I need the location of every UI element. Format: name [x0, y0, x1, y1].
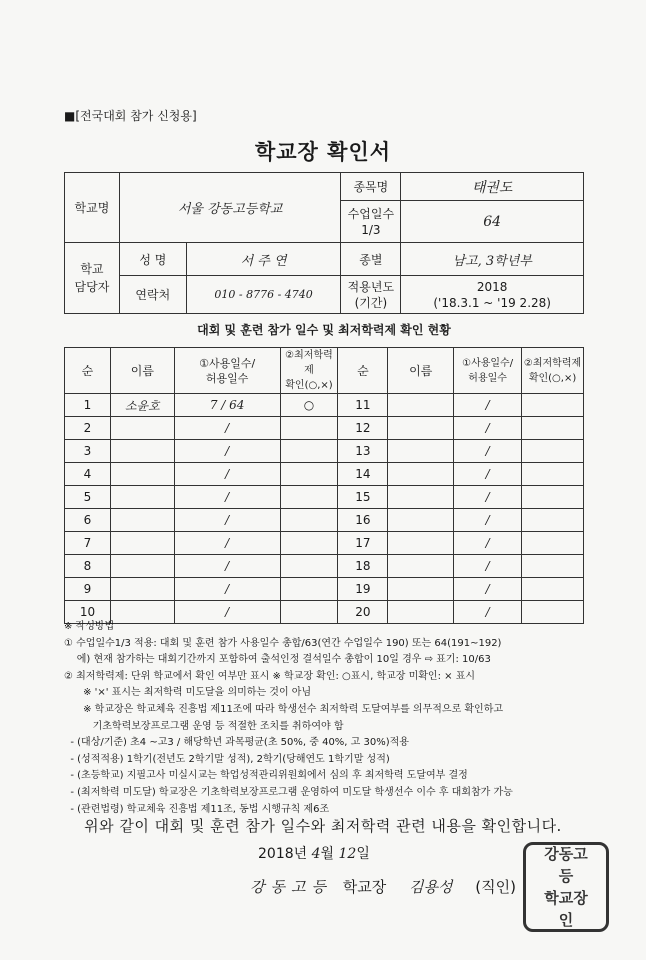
- row-name: [110, 463, 174, 486]
- days-label: 수업일수 1/3: [341, 201, 401, 243]
- row-name-2: [388, 486, 454, 509]
- sport-value: 태권도: [401, 173, 584, 201]
- row-no-2: 11: [338, 394, 388, 417]
- confirmation-text: 위와 같이 대회 및 훈련 참가 일수와 최저학력 관련 내용을 확인합니다.: [84, 817, 562, 835]
- row-name: 소윤호: [110, 394, 174, 417]
- instruction-line: 에) 현재 참가하는 대회기간까지 포함하여 출석인정 결석일수 총합이 10일 경우 ⇨ 표기: 10/63: [64, 654, 491, 666]
- period-value: 2018 ('18.3.1 ~ '19 2.28): [401, 276, 584, 314]
- row-no-2: 18: [338, 555, 388, 578]
- row-days-2: /: [454, 486, 522, 509]
- instructions: [64, 619, 624, 818]
- row-check: [280, 440, 338, 463]
- row-check-2: [522, 417, 584, 440]
- instruction-line: 기초학력보장프로그램 운영 등 적절한 조치를 취하여야 함: [64, 720, 344, 732]
- row-days: /: [174, 417, 280, 440]
- row-days-2: /: [454, 578, 522, 601]
- row-check-2: [522, 578, 584, 601]
- row-no: 2: [65, 417, 111, 440]
- school-seal-stamp: 강동고등 학교장인: [523, 842, 609, 932]
- table-row: [65, 509, 584, 532]
- row-days: /: [174, 601, 280, 624]
- header-no-2: 순: [338, 348, 388, 394]
- staff-label: 학교 담당자: [65, 243, 120, 314]
- row-no-2: 13: [338, 440, 388, 463]
- instruction-line: - (최저학력 미도달) 학교장은 기초학력보장프로그램 운영하여 미도달 학생선수 이수 후 대회참가 가능: [64, 786, 513, 798]
- row-days-2: /: [454, 601, 522, 624]
- contact-label: 연락처: [119, 276, 186, 314]
- row-name-2: [388, 440, 454, 463]
- row-name-2: [388, 578, 454, 601]
- row-check: [280, 417, 338, 440]
- row-name: [110, 532, 174, 555]
- row-days-2: /: [454, 440, 522, 463]
- signature-name: 김용성: [409, 878, 453, 896]
- row-name-2: [388, 555, 454, 578]
- row-no: 8: [65, 555, 111, 578]
- row-no-2: 16: [338, 509, 388, 532]
- date-day: 12: [338, 846, 357, 862]
- row-check-2: [522, 555, 584, 578]
- row-days: /: [174, 486, 280, 509]
- row-no: 7: [65, 532, 111, 555]
- row-check-2: [522, 509, 584, 532]
- row-days: /: [174, 440, 280, 463]
- form-tag: ■[전국대회 참가 신청용]: [64, 109, 197, 123]
- instruction-line: - (초등학교) 지필고사 미실시교는 학업성적관리위원회에서 심의 후 최저학력 도달여부 결정: [64, 770, 468, 782]
- table-row: [65, 463, 584, 486]
- signature-line: [250, 876, 516, 897]
- header-days-2: ①사용일수/ 허용일수: [454, 348, 522, 394]
- row-no-2: 17: [338, 532, 388, 555]
- row-no: 3: [65, 440, 111, 463]
- row-name-2: [388, 532, 454, 555]
- row-name-2: [388, 509, 454, 532]
- table-row: [65, 578, 584, 601]
- header-name-2: 이름: [388, 348, 454, 394]
- instruction-line: ① 수업일수1/3 적용: 대회 및 훈련 참가 사용일수 총합/63(연간 수업일수 190) 또는 64(191~192): [64, 637, 502, 649]
- row-days: /: [174, 463, 280, 486]
- row-days-2: /: [454, 417, 522, 440]
- instruction-line: ② 최저학력제: 단위 학교에서 확인 여부만 표시 ※ 학교장 확인: ○표시, 학교장 미확인: × 표시: [64, 670, 476, 682]
- row-check: [280, 486, 338, 509]
- header-name: 이름: [110, 348, 174, 394]
- row-name: [110, 417, 174, 440]
- row-name-2: [388, 394, 454, 417]
- instruction-line: ※ 작성방법: [64, 621, 115, 632]
- instruction-line: - (관련법령) 학교체육 진흥법 제11조, 동법 시행규칙 제6조: [64, 803, 330, 815]
- row-check: [280, 555, 338, 578]
- row-days: /: [174, 532, 280, 555]
- row-days-2: /: [454, 532, 522, 555]
- instruction-line: - (대상/기준) 초4 ~고3 / 해당학년 과목평균(초 50%, 중 40%, 고 30%)적용: [64, 737, 409, 749]
- name-label: 성 명: [119, 243, 186, 276]
- row-no-2: 19: [338, 578, 388, 601]
- row-no-2: 14: [338, 463, 388, 486]
- row-no: 5: [65, 486, 111, 509]
- document-title: 학교장 확인서: [254, 140, 392, 164]
- row-no: 4: [65, 463, 111, 486]
- gender-label: 종별: [341, 243, 401, 276]
- school-value: 서울 강동고등학교: [119, 173, 341, 243]
- row-check: [280, 463, 338, 486]
- row-check-2: [522, 463, 584, 486]
- row-days: /: [174, 578, 280, 601]
- row-name: [110, 578, 174, 601]
- signature-school: 강동고등: [250, 878, 332, 896]
- date-day-unit: 일: [356, 846, 370, 862]
- header-days: ①사용일수/ 허용일수: [174, 348, 280, 394]
- status-section-title: 대회 및 훈련 참가 일수 및 최저학력제 확인 현황: [197, 323, 451, 337]
- row-days: /: [174, 555, 280, 578]
- table-row: [65, 486, 584, 509]
- row-check: [280, 578, 338, 601]
- date-month: 4: [311, 846, 321, 862]
- school-label: 학교명: [65, 173, 120, 243]
- row-name-2: [388, 463, 454, 486]
- sport-label: 종목명: [341, 173, 401, 201]
- period-label: 적용년도 (기간): [341, 276, 401, 314]
- row-name: [110, 509, 174, 532]
- row-no: 6: [65, 509, 111, 532]
- row-check: [280, 532, 338, 555]
- row-check: ○: [280, 394, 338, 417]
- table-row: [65, 394, 584, 417]
- row-name: [110, 555, 174, 578]
- gender-value: 남고, 3학년부: [401, 243, 584, 276]
- table-row: [65, 555, 584, 578]
- row-check-2: [522, 394, 584, 417]
- row-days-2: /: [454, 509, 522, 532]
- header-check-2: ②최저학력제 확인(○,×): [522, 348, 584, 394]
- status-header-row: [65, 348, 584, 394]
- row-name-2: [388, 417, 454, 440]
- row-days: 7 / 64: [174, 394, 280, 417]
- row-check-2: [522, 440, 584, 463]
- days-value: 64: [401, 201, 584, 243]
- row-no: 10: [65, 601, 111, 624]
- seal-label: (직인): [475, 878, 516, 896]
- instruction-line: - (성적적용) 1학기(전년도 2학기말 성적), 2학기(당해연도 1학기말 성적): [64, 753, 390, 765]
- row-days: /: [174, 509, 280, 532]
- table-row: [65, 440, 584, 463]
- info-table: [64, 172, 584, 314]
- instruction-line: ※ '×' 표시는 최저학력 미도달을 의미하는 것이 아님: [64, 687, 312, 699]
- date-line: [258, 843, 370, 863]
- row-days-2: /: [454, 463, 522, 486]
- row-check-2: [522, 486, 584, 509]
- table-row: [65, 532, 584, 555]
- status-table: [64, 347, 584, 624]
- row-no: 9: [65, 578, 111, 601]
- header-no: 순: [65, 348, 111, 394]
- row-name: [110, 440, 174, 463]
- row-no-2: 15: [338, 486, 388, 509]
- row-check: [280, 509, 338, 532]
- row-no: 1: [65, 394, 111, 417]
- row-days-2: /: [454, 555, 522, 578]
- row-no-2: 20: [338, 601, 388, 624]
- signature-role: 학교장: [342, 878, 387, 896]
- instruction-line: ※ 학교장은 학교체육 진흥법 제11조에 따라 학생선수 최저학력 도달여부를 의무적으로 확인하고: [64, 703, 504, 715]
- row-check-2: [522, 532, 584, 555]
- row-no-2: 12: [338, 417, 388, 440]
- date-month-unit: 월: [320, 846, 335, 862]
- table-row: [65, 417, 584, 440]
- row-days-2: /: [454, 394, 522, 417]
- contact-value: 010 - 8776 - 4740: [186, 276, 341, 314]
- name-value: 서 주 연: [186, 243, 341, 276]
- header-check: ②최저학력제 확인(○,×): [280, 348, 338, 394]
- row-name: [110, 486, 174, 509]
- date-year: 2018년: [258, 846, 308, 862]
